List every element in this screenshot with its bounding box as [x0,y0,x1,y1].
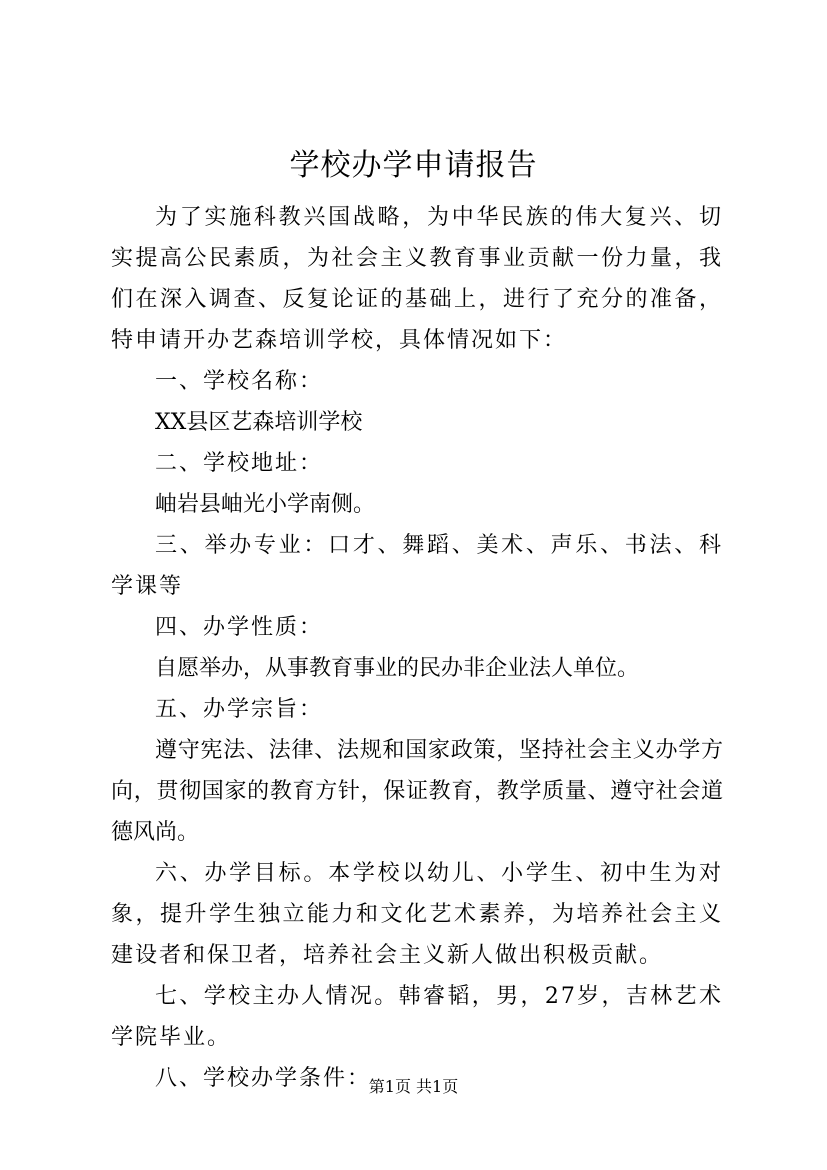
page-footer: 第1页 共1页 [368,1077,459,1096]
paragraph-nature: 自愿举办，从事教育事业的民办非企业法人单位。 [155,656,640,681]
paragraph-nature-heading: 四、办学性质： [155,615,324,640]
paragraph-purpose-heading: 五、办学宗旨： [155,697,324,722]
paragraph-conditions-heading: 八、学校办学条件： [155,1066,372,1091]
document-title: 学校办学申请报告 [289,148,538,183]
paragraph-school-name-heading: 一、学校名称： [155,369,324,394]
paragraph-goals: 六、办学目标。本学校以幼儿、小学生、初中生为对象，提升学生独立能力和文化艺术素养，为培养社会主义建设者和保卫者，培养社会主义新人做出积极贡献。 [111,861,723,968]
paragraph-founder: 七、学校主办人情况。韩睿韬，男，27岁，吉林艺术学院毕业。 [111,984,723,1050]
paragraph-intro: 为了实施科教兴国战略，为中华民族的伟大复兴、切实提高公民素质，为社会主义教育事业贡献一份力量，我们在深入调查、反复论证的基础上，进行了充分的准备，特申请开办艺森培训学校，具体情况如下： [111,205,723,353]
document-body [111,197,723,1099]
paragraph-school-address-heading: 二、学校地址： [155,451,324,476]
paragraph-school-address: 岫岩县岫光小学南侧。 [155,492,376,517]
paragraph-purpose: 遵守宪法、法律、法规和国家政策，坚持社会主义办学方向，贯彻国家的教育方针，保证教育，教学质量、遵守社会道德风尚。 [111,738,723,845]
paragraph-school-name: XX县区艺森培训学校 [155,410,363,435]
paragraph-majors: 三、举办专业：口才、舞蹈、美术、声乐、书法、科学课等 [111,533,723,599]
